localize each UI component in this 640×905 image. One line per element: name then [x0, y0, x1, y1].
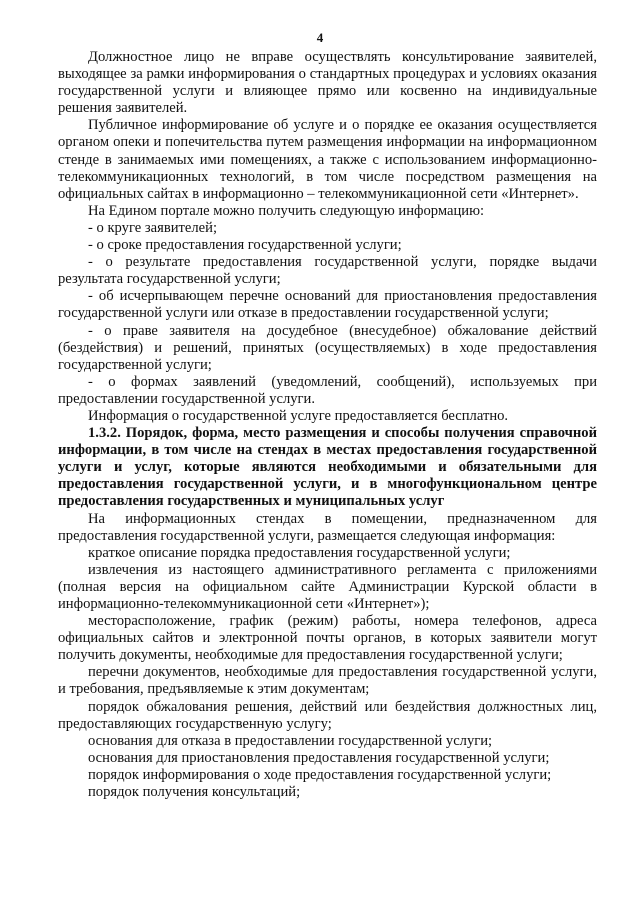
list-item-result: - о результате предоставления государственной услуги, порядке выдачи результата государственной услуги; [58, 254, 597, 288]
stand-item-location: месторасположение, график (режим) работы, номера телефонов, адреса официальных сайтов и электронной почты органов, в которых заявители могут получить документы, необходимые для предоставления государственной услуги; [58, 613, 597, 664]
stand-item-documents: перечни документов, необходимые для предоставления государственной услуги, и требования, предъявляемые к этим документам; [58, 664, 597, 698]
paragraph-consulting-limits: Должностное лицо не вправе осуществлять консультирование заявителей, выходящее за рамки информирования о стандартных процедурах и условиях оказания государственной услуги и влияющее прямо или косвенно на индивидуальные решения заявителей. [58, 49, 597, 117]
stand-item-extracts: извлечения из настоящего административного регламента с приложениями (полная версия на официальном сайте Администрации Курской области в информационно-телекоммуникационной сети «Интернет»); [58, 561, 597, 612]
stand-item-progress-info: порядок информирования о ходе предоставления государственной услуги; [88, 766, 552, 783]
stand-item-description: краткое описание порядка предоставления государственной услуги; [88, 544, 511, 561]
list-item-grounds: - об исчерпывающем перечне оснований для приостановления предоставления государственной услуги или отказе в предоставлении государственной услуги; [58, 288, 597, 322]
document-body [58, 49, 597, 801]
stand-item-refusal-grounds: основания для отказа в предоставлении государственной услуги; [88, 732, 493, 749]
paragraph-public-informing: Публичное информирование об услуге и о порядке ее оказания осуществляется органом опеки и попечительства путем размещения информации на информационном стенде в занимаемых ими помещениях, а также с использованием информационно-телекоммуникационных технологий, в том числе посредством размещения на официальных сайтах в информационно – телекоммуникационной сети «Интернет». [58, 117, 597, 202]
stand-item-suspension-grounds: основания для приостановления предоставления государственной услуги; [88, 749, 550, 766]
section-number: 1.3.2. [88, 425, 121, 442]
section-title: Порядок, форма, место размещения и способы получения справочной информации, в том числе на стендах в местах предоставления государственной услуги и услуг, которые являются необходимыми и обязательными для предоставления государственной услуги, и в многофункциональном центре предоставления государственных и муниципальных услуг [58, 425, 597, 510]
stand-item-consultations: порядок получения консультаций; [88, 784, 301, 801]
page-number: 4 [316, 30, 324, 45]
section-heading [58, 425, 597, 510]
paragraph-free-of-charge: Информация о государственной услуге предоставляется бесплатно. [88, 407, 509, 424]
list-item-appeal: - о праве заявителя на досудебное (внесудебное) обжалование действий (бездействия) и решений, принятых (осуществляемых) в ходе предоставления государственной услуги; [58, 322, 597, 373]
list-item-applicants: - о круге заявителей; [88, 219, 217, 236]
paragraph-stands-intro: На информационных стендах в помещении, предназначенном для предоставления государственной услуги, размещается следующая информация: [58, 510, 597, 544]
paragraph-portal-intro: На Едином портале можно получить следующую информацию: [88, 202, 485, 219]
stand-item-appeal-procedure: порядок обжалования решения, действий или бездействия должностных лиц, предоставляющих государственную услугу; [58, 698, 597, 732]
list-item-forms: - о формах заявлений (уведомлений, сообщений), используемых при предоставлении государственной услуги. [58, 373, 597, 407]
list-item-terms: - о сроке предоставления государственной услуги; [88, 237, 402, 254]
